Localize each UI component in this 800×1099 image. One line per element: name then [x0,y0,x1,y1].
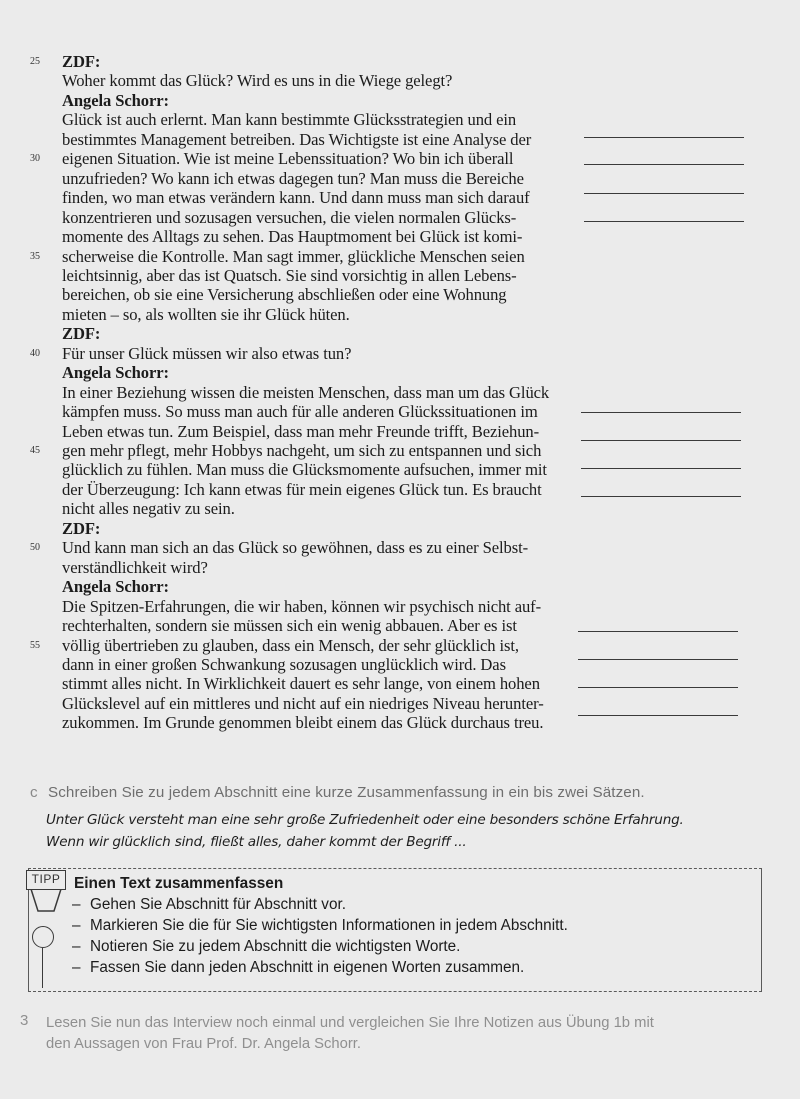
note-line [584,221,744,222]
interview-line: Leben etwas tun. Zum Beispiel, dass man mehr Freunde trifft, Beziehun- [62,421,540,441]
speaker-label: Angela Schorr: [62,577,169,597]
tip-item: – Fassen Sie dann jeden Abschnitt in eigenen Worten zusammen. [72,959,525,976]
note-line [578,687,738,688]
interview-line: rechterhalten, sondern sie müssen sich ein wenig abbauen. Aber es ist [62,616,517,636]
funnel-icon [30,889,62,913]
interview-line: der Überzeugung: Ich kann etwas für mein eigenes Glück tun. Es braucht [62,479,542,499]
note-line [581,496,741,497]
line-number: 55 [30,639,40,651]
interview-line: finden, wo man etwas verändern kann. Und dann muss man sich darauf [62,188,530,208]
note-line [581,412,741,413]
interview-line: nicht alles negativ zu sein. [62,499,235,519]
note-line [578,631,738,632]
tip-title: Einen Text zusammenfassen [74,875,284,892]
handwritten-answer-line: Wenn wir glücklich sind, fließt alles, daher kommt der Begriff ... [46,834,467,850]
line-number: 40 [30,347,40,359]
speaker-label: ZDF: [62,324,101,344]
speaker-label: ZDF: [62,52,101,71]
speaker-label: Angela Schorr: [62,363,169,383]
note-line [584,137,744,138]
interview-line: scherweise die Kontrolle. Man sagt immer, glückliche Menschen seien [62,246,525,266]
ring-icon [32,926,54,948]
note-line [578,715,738,716]
interview-line: völlig übertrieben zu glauben, dass ein Mensch, der sehr glücklich ist, [62,635,519,655]
interview-line: Und kann man sich an das Glück so gewöhnen, dass es zu einer Selbst- [62,538,529,558]
note-line [578,659,738,660]
interview-line: bereichen, ob sie eine Versicherung abschließen oder eine Wohnung [62,285,507,305]
tip-item: – Markieren Sie die für Sie wichtigsten Informationen in jedem Abschnitt. [72,917,568,934]
exercise-c-label: c [30,784,38,801]
line-number: 30 [30,153,40,165]
exercise-c-instruction: c Schreiben Sie zu jedem Abschnitt eine kurze Zusammenfassung in ein bis zwei Sätzen. [30,784,645,801]
note-line [584,164,744,165]
interview-line: unzufrieden? Wo kann ich etwas dagegen tun? Man muss die Bereiche [62,168,524,188]
interview-line: mieten – so, als wollten sie ihr Glück hüten. [62,304,350,324]
line-number: 35 [30,250,40,262]
speaker-label: ZDF: [62,518,101,538]
interview-line: Für unser Glück müssen wir also etwas tun? [62,343,352,363]
interview-line: eigenen Situation. Wie ist meine Lebenssituation? Wo bin ich überall [62,149,514,169]
line-number: 25 [30,56,40,67]
interview-line: gen mehr pflegt, mehr Hobbys nachgeht, um sich zu entspannen und sich [62,441,542,460]
interview-line: konzentrieren und sozusagen versuchen, die vielen normalen Glücks- [62,207,517,227]
interview-line: stimmt alles nicht. In Wirklichkeit dauert es sehr lange, von einem hohen [62,674,540,694]
note-line [581,468,741,469]
note-line [581,440,741,441]
interview-line: Die Spitzen-Erfahrungen, die wir haben, können wir psychisch nicht auf- [62,596,542,616]
interview-line: glücklich zu fühlen. Man muss die Glücksmomente aufsuchen, immer mit [62,460,547,480]
line-number: 45 [30,445,40,456]
interview-line: In einer Beziehung wissen die meisten Menschen, dass man um das Glück [62,382,550,402]
tip-item: – Notieren Sie zu jedem Abschnitt die wichtigsten Worte. [72,938,461,955]
note-line [584,193,744,194]
exercise-3-text: den Aussagen von Frau Prof. Dr. Angela Schorr. [46,1036,362,1052]
line-number: 50 [30,542,40,554]
interview-line: zukommen. Im Grunde genommen bleibt einem das Glück durchaus treu. [62,713,544,733]
exercise-3-number: 3 [20,1012,29,1029]
speaker-label: Angela Schorr: [62,90,169,110]
interview-line: Glückslevel auf ein mittleres und nicht auf ein niedriges Niveau herunter- [62,693,544,713]
exercise-3-text: Lesen Sie nun das Interview noch einmal und vergleichen Sie Ihre Notizen aus Übung 1b mit [46,1015,654,1031]
tip-item: – Gehen Sie Abschnitt für Abschnitt vor. [72,896,346,913]
interview-line: verständlichkeit wird? [62,557,208,577]
interview-line: kämpfen muss. So muss man auch für alle anderen Glückssituationen im [62,402,538,422]
tip-stem-decoration [42,948,43,988]
interview-line: Glück ist auch erlernt. Man kann bestimmte Glücksstrategien und ein [62,110,517,130]
interview-line: momente des Alltags zu sehen. Das Hauptmoment bei Glück ist komi- [62,227,523,247]
interview-line: bestimmtes Management betreiben. Das Wichtigste ist eine Analyse der [62,129,532,149]
interview-line: dann in einer großen Schwankung sozusagen unglücklich wird. Das [62,654,506,674]
interview-line: Woher kommt das Glück? Wird es uns in die Wiege gelegt? [62,71,453,91]
interview-line: leichtsinnig, aber das ist Quatsch. Sie sind vorsichtig in allen Lebens- [62,265,517,285]
handwritten-answer-line: Unter Glück versteht man eine sehr große Zufriedenheit oder eine besonders schöne Erfahrung. [46,812,684,828]
tip-badge: TIPP [26,870,66,890]
